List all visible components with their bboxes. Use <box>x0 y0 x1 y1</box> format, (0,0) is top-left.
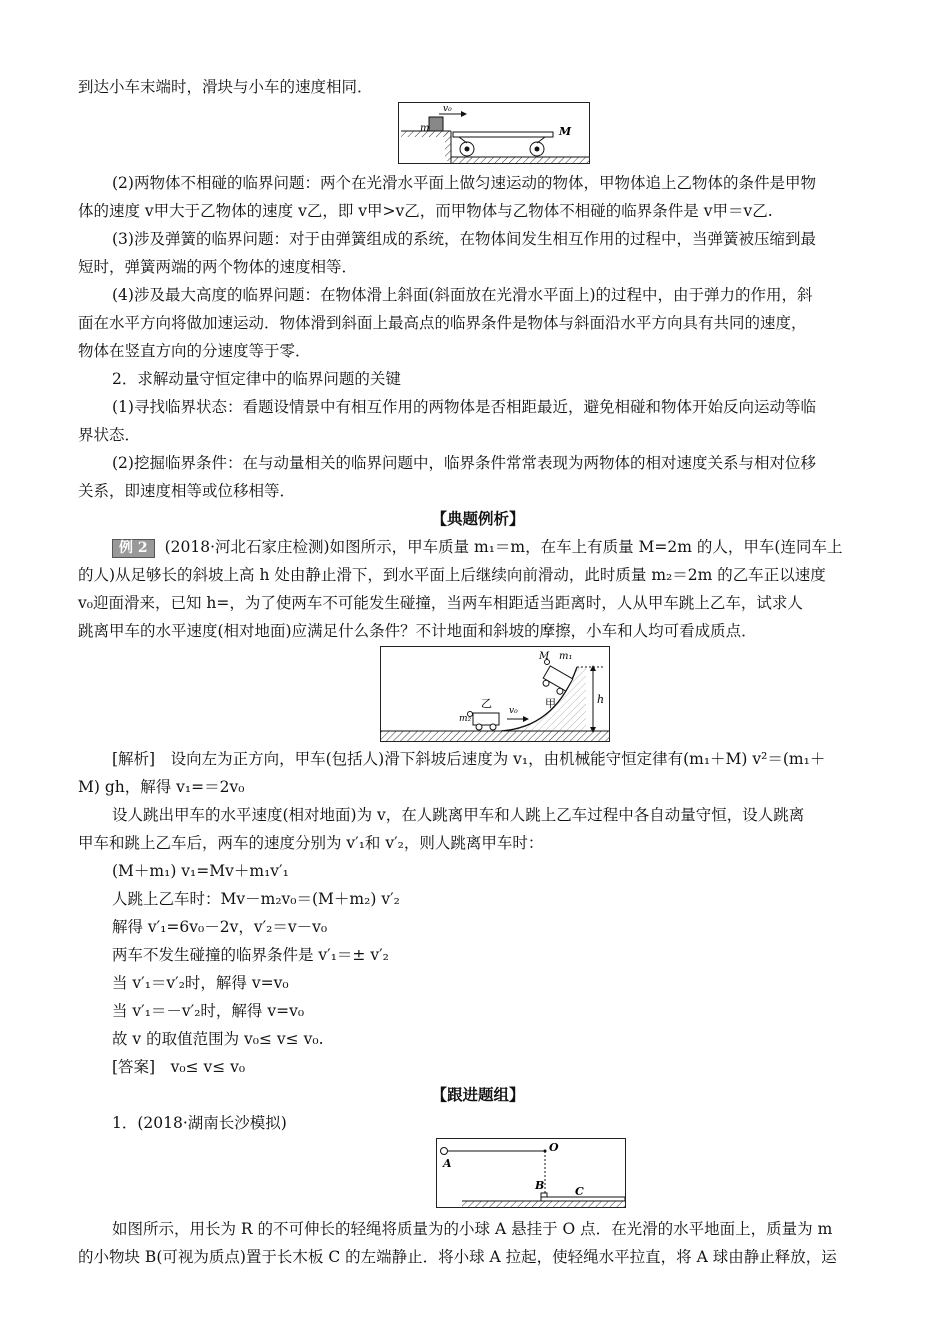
text-line: 到达小车末端时，滑块与小车的速度相同． <box>78 78 373 96</box>
text-line: 的人)从足够长的斜坡上高 h 处由静止滑下，到水平面上后继续向前滑动，此时质量 m₂＝2m 的乙车正以速度 <box>78 566 826 584</box>
text-line: (2018·河北石家庄检测)如图所示，甲车质量 m₁＝m，在车上有质量 M=2m 的人，甲车(连同车上 <box>164 538 843 556</box>
M-label: M <box>539 651 550 662</box>
text-line: (2)挖掘临界条件：在与动量相关的临界问题中，临界条件常常表现为两物体的相对速度关系与相对位移 <box>112 454 816 472</box>
text-line: (1)寻找临界状态：看题设情景中有相互作用的两物体是否相距最近，避免相碰和物体开始反向运动等临 <box>112 398 816 416</box>
text-line: 物体在竖直方向的分速度等于零． <box>78 342 311 360</box>
figure-block-cart <box>398 102 590 164</box>
text-line: (4)涉及最大高度的临界问题：在物体滑上斜面(斜面放在光滑水平面上)的过程中，由于弹力的作用，斜 <box>112 286 813 304</box>
equation-line: 解得 v′₁=6v₀－2v，v′₂＝v－v₀ <box>112 918 328 936</box>
m1-label: m₁ <box>559 651 573 662</box>
text-line: 如图所示，用长为 R 的不可伸长的轻绳将质量为的小球 A 悬挂于 O 点．在光滑的水平地面上，质量为 m <box>112 1220 833 1238</box>
yi-label: 乙 <box>481 697 492 710</box>
cart-yi <box>473 713 499 725</box>
equation-line: 当 v′₁＝－v′₂时，解得 v=v₀ <box>112 1002 305 1020</box>
O-label: O <box>549 1141 559 1154</box>
followup-heading: 【跟进题组】 <box>431 1085 525 1104</box>
text-line: v₀迎面滑来，已知 h=，为了使两车不可能发生碰撞，当两车相距适当距离时，人从甲车跳上乙车，试求人 <box>78 594 803 612</box>
text-line: 体的速度 v甲大于乙物体的速度 v乙，即 v甲>v乙，而甲物体与乙物体不相碰的临界条件是 v甲＝v乙. <box>78 202 773 220</box>
B-label: B <box>535 1179 545 1192</box>
example-badge: 例 2 <box>112 539 155 558</box>
text-line: 界状态． <box>78 426 141 444</box>
ground-hatch <box>451 157 589 163</box>
text-line: 关系，即速度相等或位移相等． <box>78 482 296 500</box>
slider-block <box>429 117 443 131</box>
m-label: m <box>420 123 430 134</box>
text-line: 面在水平方向将做加速运动．物体滑到斜面上最高点的临界条件是物体与斜面沿水平方向具有共同的速度， <box>78 314 807 332</box>
equation-line: 两车不发生碰撞的临界条件是 v′₁＝± v′₂ <box>112 946 389 964</box>
text-line: (3)涉及弹簧的临界问题：对于由弹簧组成的系统，在物体间发生相互作用的过程中，当弹簧被压缩到最 <box>112 230 816 248</box>
text-line: 跳离甲车的水平速度(相对地面)应满足什么条件？不计地面和斜坡的摩擦，小车和人均可看成质点． <box>78 622 757 640</box>
text-line: 设人跳出甲车的水平速度(相对地面)为 v，在人跳离甲车和人跳上乙车过程中各自动量守恒，设人跳离 <box>112 806 805 824</box>
cart-board <box>453 132 553 137</box>
text-line: [解析] 设向左为正方向，甲车(包括人)滑下斜坡后速度为 v₁，由机械能守恒定律有(m₁＋M) v²＝(m₁＋ <box>112 750 826 768</box>
figure-pendulum-board <box>436 1138 626 1208</box>
equation-line: 当 v′₁＝v′₂时，解得 v=v₀ <box>112 974 289 992</box>
ground-hatch <box>462 1201 625 1207</box>
text-line: M) gh，解得 v₁=＝2v₀ <box>78 778 245 796</box>
figure-slope-carts <box>380 646 610 742</box>
text-line: 甲车和跳上乙车后，两车的速度分别为 v′₁和 v′₂，则人跳离甲车时： <box>78 834 544 852</box>
v0-label: v₀ <box>443 104 452 114</box>
section-heading: 2．求解动量守恒定律中的临界问题的关键 <box>112 370 401 388</box>
wall-hatch <box>445 131 451 161</box>
equation-line: 故 v 的取值范围为 v₀≤ v≤ v₀. <box>112 1030 324 1048</box>
h-label: h <box>597 693 605 706</box>
answer-line: [答案] v₀≤ v≤ v₀ <box>112 1058 246 1076</box>
problem-number: 1．(2018·湖南长沙模拟) <box>112 1114 287 1132</box>
A-label: A <box>443 1157 452 1170</box>
text-line: 短时，弹簧两端的两个物体的速度相等． <box>78 258 358 276</box>
example-heading: 【典题例析】 <box>431 509 525 528</box>
C-label: C <box>575 1185 584 1198</box>
v0-label: v₀ <box>509 706 518 716</box>
equation-line: (M＋m₁) v₁=Mv＋m₁v′₁ <box>112 862 289 880</box>
text-line: (2)两物体不相碰的临界问题：两个在光滑水平面上做匀速运动的物体，甲物体追上乙物体的条件是甲物 <box>112 174 816 192</box>
jia-label: 甲 <box>545 697 556 710</box>
ball-A <box>441 1148 448 1155</box>
ground-hatch <box>381 731 609 741</box>
example-intro <box>112 536 842 558</box>
M-label: M <box>559 125 572 138</box>
equation-line: 人跳上乙车时：Mv－m₂v₀＝(M＋m₂) v′₂ <box>112 890 400 908</box>
m2-label: m₂ <box>459 714 472 724</box>
text-line: 的小物块 B(可视为质点)置于长木板 C 的左端静止．将小球 A 拉起，使轻绳水平拉直，将 A 球由静止释放，运 <box>78 1248 837 1266</box>
